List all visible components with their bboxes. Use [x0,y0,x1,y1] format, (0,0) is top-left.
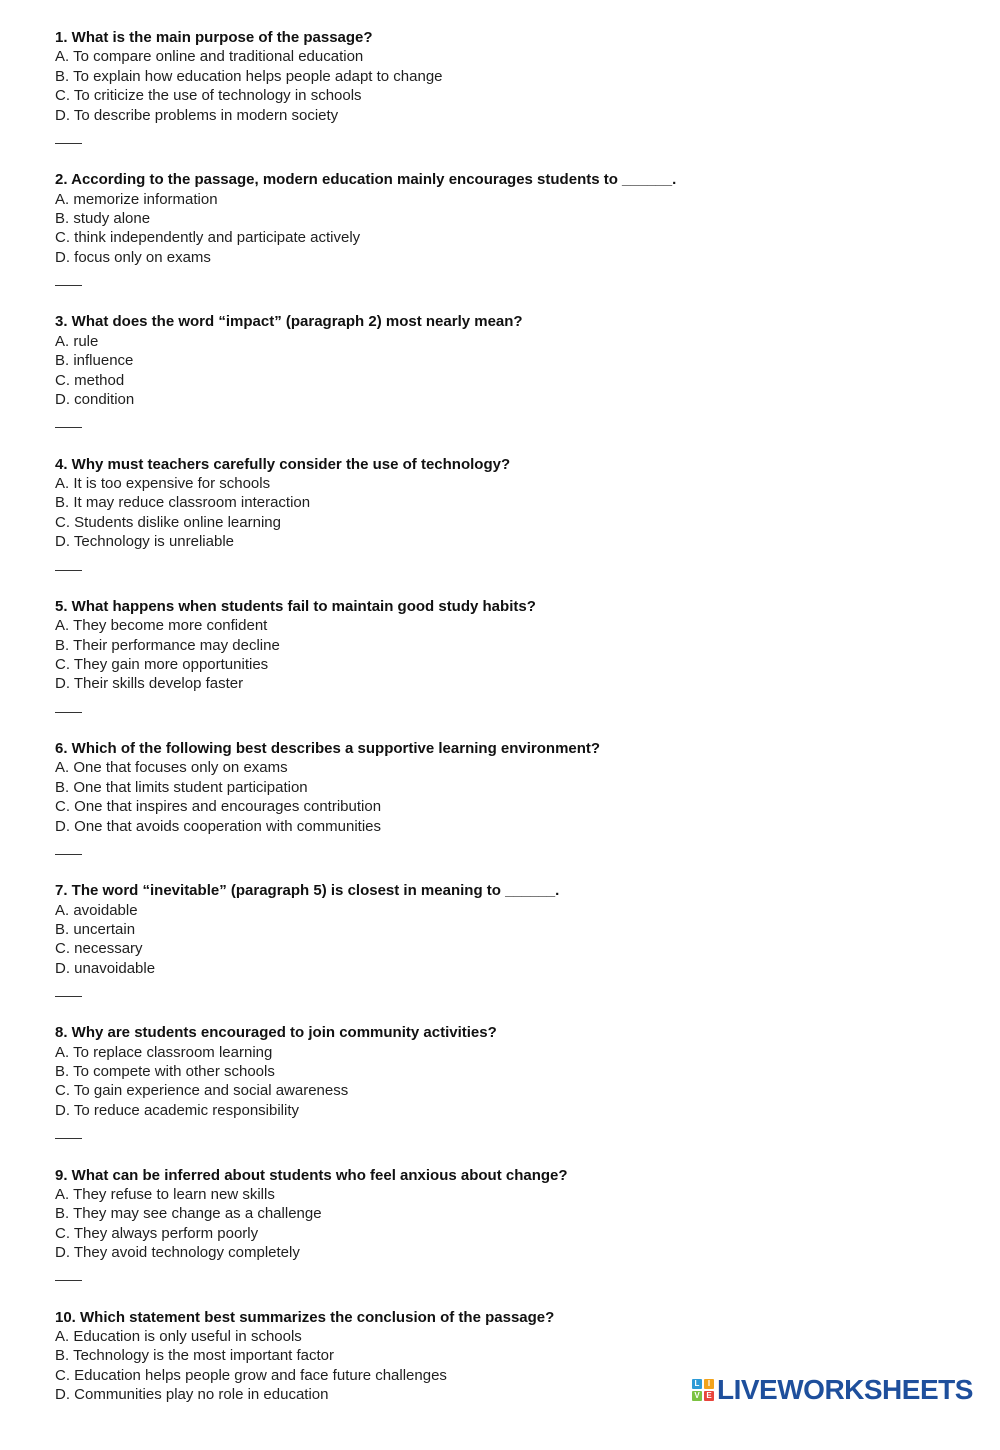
question-text: 8. Why are students encouraged to join community activities? [55,1024,497,1042]
answer-separator-line [55,1280,82,1281]
answer-option: C. necessary [55,940,143,958]
question-text: 4. Why must teachers carefully consider the use of technology? [55,455,511,473]
answer-option: A. rule [55,332,99,350]
question-text: 7. The word “inevitable” (paragraph 5) is closest in meaning to ______. [55,882,560,900]
answer-option: A. One that focuses only on exams [55,759,288,777]
answer-separator-line [55,712,82,713]
answer-option: D. To describe problems in modern society [55,106,339,124]
answer-option: B. uncertain [55,920,136,938]
answer-option: D. focus only on exams [55,248,211,266]
question-text: 1. What is the main purpose of the passage? [55,29,373,46]
answer-separator-line [55,570,82,571]
answer-option: B. study alone [55,209,151,227]
question-text: 10. Which statement best summarizes the conclusion of the passage? [55,1308,555,1326]
answer-separator-line [55,854,82,855]
answer-separator-line [55,285,82,286]
answer-option: C. To gain experience and social awareness [55,1082,349,1100]
answer-option: C. To criticize the use of technology in schools [55,87,362,105]
answer-option: C. Education helps people grow and face future challenges [55,1366,447,1384]
question-text: 6. Which of the following best describes a supportive learning environment? [55,739,601,757]
answer-option: C. think independently and participate actively [55,229,361,247]
question-text: 9. What can be inferred about students who feel anxious about change? [55,1166,568,1184]
answer-option: D. They avoid technology completely [55,1244,300,1262]
answer-option: B. Technology is the most important factor [55,1347,335,1365]
question-block [55,312,955,454]
answer-option: D. To reduce academic responsibility [55,1101,300,1119]
logo-cell-l: L [692,1379,702,1389]
answer-option: B. To explain how education helps people adapt to change [55,67,443,85]
question-block [55,455,955,597]
answer-option: B. One that limits student participation [55,778,308,796]
answer-option: B. influence [55,352,134,370]
answer-option: B. To compete with other schools [55,1063,275,1081]
answer-option: C. Students dislike online learning [55,513,281,531]
question-text: 2. According to the passage, modern education mainly encourages students to ______. [55,171,677,189]
question-text: 5. What happens when students fail to maintain good study habits? [55,597,536,615]
answer-option: D. Communities play no role in education [55,1386,329,1404]
answer-option: B. They may see change as a challenge [55,1205,322,1223]
worksheet [55,28,955,1450]
answer-option: A. They become more confident [55,617,268,635]
answer-separator-line [55,143,82,144]
question-block [55,170,955,312]
answer-option: D. Technology is unreliable [55,533,234,551]
answer-option: A. To compare online and traditional education [55,48,364,66]
answer-separator-line [55,996,82,997]
logo-cell-v: V [692,1391,702,1401]
answer-option: A. memorize information [55,190,218,208]
answer-option: C. One that inspires and encourages contribution [55,798,382,816]
answer-option: A. avoidable [55,901,138,919]
question-block [55,881,955,1023]
logo-grid-icon [692,1379,714,1401]
answer-option: D. condition [55,390,135,408]
question-block [55,1023,955,1165]
answer-separator-line [55,1138,82,1139]
answer-option: D. One that avoids cooperation with communities [55,817,381,835]
answer-option: D. Their skills develop faster [55,675,244,693]
logo-cell-i: I [704,1379,714,1389]
answer-option: B. It may reduce classroom interaction [55,494,311,512]
answer-option: D. unavoidable [55,959,156,977]
answer-option: A. Education is only useful in schools [55,1328,302,1346]
question-block [55,739,955,881]
question-text: 3. What does the word “impact” (paragraph 2) most nearly mean? [55,313,523,331]
answer-option: A. To replace classroom learning [55,1043,273,1061]
answer-option: B. Their performance may decline [55,636,280,654]
question-block [55,597,955,739]
brand-wordmark: LIVEWORKSHEETS [717,1374,973,1405]
liveworksheets-logo [692,1374,973,1406]
answer-option: C. They always perform poorly [55,1224,259,1242]
answer-option: C. They gain more opportunities [55,655,269,673]
question-block [55,1166,955,1308]
answer-option: A. It is too expensive for schools [55,474,271,492]
answer-option: C. method [55,371,125,389]
question-block [55,28,955,170]
logo-cell-e: E [704,1391,714,1401]
answer-option: A. They refuse to learn new skills [55,1185,275,1203]
answer-separator-line [55,427,82,428]
